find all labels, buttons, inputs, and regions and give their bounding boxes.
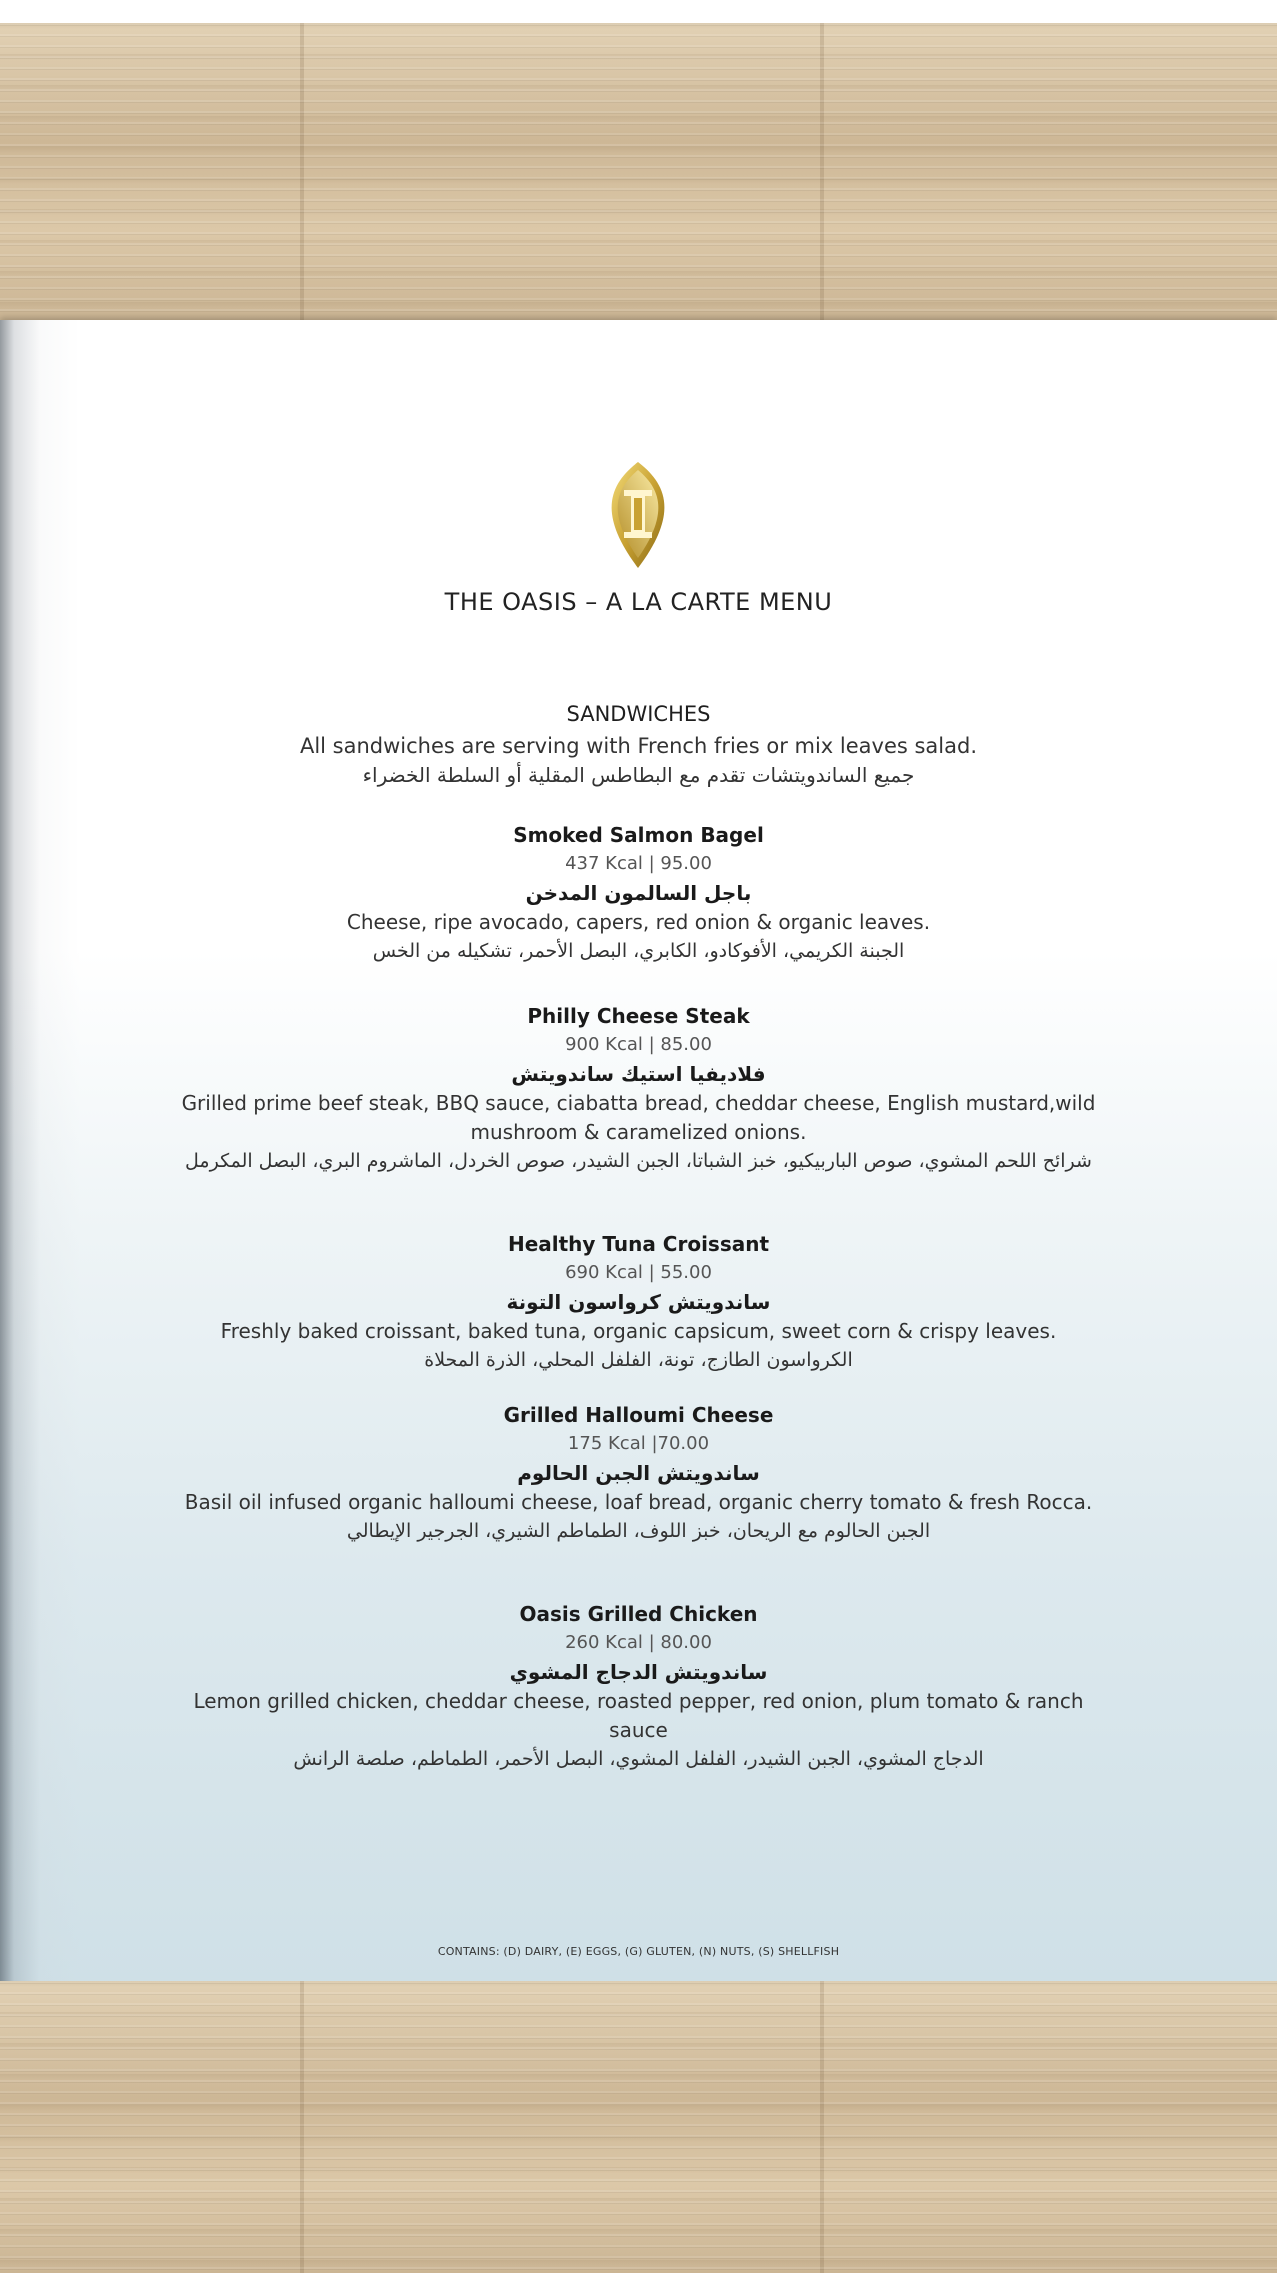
item-name: Healthy Tuna Croissant (507, 1232, 770, 1256)
item-name-arabic: ساندويتش الجبن الحالوم (517, 1461, 760, 1485)
section-note-arabic: جميع الساندويتشات تقدم مع البطاطس المقلية أو السلطة الخضراء (362, 763, 915, 787)
menu-item (180, 1599, 1097, 1774)
section-title: SANDWICHES (566, 702, 711, 726)
intercontinental-crest-icon (598, 460, 678, 570)
item-description-arabic: الجبن الحالوم مع الريحان، خبز اللوف، الطماطم الشيري، الجرجير الإيطالي (346, 1520, 931, 1542)
menu-title: THE OASIS – A LA CARTE MENU (444, 588, 833, 616)
item-description-arabic: الدجاج المشوي، الجبن الشيدر، الفلفل المشوي، البصل الأحمر، الطماطم، صلصة الرانش (293, 1748, 984, 1770)
item-description: Grilled prime beef steak, BBQ sauce, ciabatta bread, cheddar cheese, English mustard,wild mushroom & caramelized onions. (181, 1091, 1096, 1144)
item-kcal-price: 690 Kcal | 55.00 (565, 1262, 712, 1283)
item-kcal-price: 260 Kcal | 80.00 (565, 1632, 712, 1653)
item-name: Grilled Halloumi Cheese (503, 1403, 774, 1427)
allergen-legend: CONTAINS: (D) DAIRY, (E) EGGS, (G) GLUTEN, (N) NUTS, (S) SHELLFISH (437, 1945, 840, 1958)
item-description: Lemon grilled chicken, cheddar cheese, roasted pepper, red onion, plum tomato & ranch sauce (193, 1689, 1084, 1742)
item-description-arabic: الكرواسون الطازج، تونة، الفلفل المحلي، الذرة المحلاة (424, 1349, 853, 1371)
item-description-arabic: شرائح اللحم المشوي، صوص الباربيكيو، خبز الشباتا، الجبن الشيدر، صوص الخردل، الماشروم البري، البصل المكرمل (185, 1150, 1092, 1172)
item-name: Oasis Grilled Chicken (519, 1602, 758, 1626)
item-kcal-price: 437 Kcal | 95.00 (565, 853, 712, 874)
menu-item (180, 820, 1097, 966)
item-name-arabic: ساندويتش كرواسون التونة (506, 1290, 771, 1314)
item-kcal-price: 175 Kcal |70.00 (567, 1433, 710, 1454)
section-note: All sandwiches are serving with French fries or mix leaves salad. (299, 734, 978, 758)
item-name-arabic: ساندويتش الدجاج المشوي (509, 1660, 768, 1684)
item-description: Freshly baked croissant, baked tuna, organic capsicum, sweet corn & crispy leaves. (220, 1319, 1057, 1343)
item-name: Philly Cheese Steak (527, 1004, 750, 1028)
item-description: Basil oil infused organic halloumi cheese, loaf bread, organic cherry tomato & fresh Rocca. (184, 1490, 1093, 1514)
wood-background-bottom (0, 1981, 1277, 2273)
item-description-arabic: الجبنة الكريمي، الأفوكادو، الكابري، البصل الأحمر، تشكيله من الخس (372, 940, 905, 962)
item-name-arabic: فلاديفيا استيك ساندويتش (511, 1062, 766, 1086)
item-name: Smoked Salmon Bagel (513, 823, 764, 847)
item-description: Cheese, ripe avocado, capers, red onion & organic leaves. (346, 910, 931, 934)
wood-background-top (0, 23, 1277, 320)
menu-page (0, 320, 1277, 1981)
item-kcal-price: 900 Kcal | 85.00 (565, 1034, 712, 1055)
item-name-arabic: باجل السالمون المدخن (525, 881, 752, 905)
menu-item (180, 1400, 1097, 1546)
menu-item (180, 1229, 1097, 1375)
menu-item (180, 1001, 1097, 1176)
